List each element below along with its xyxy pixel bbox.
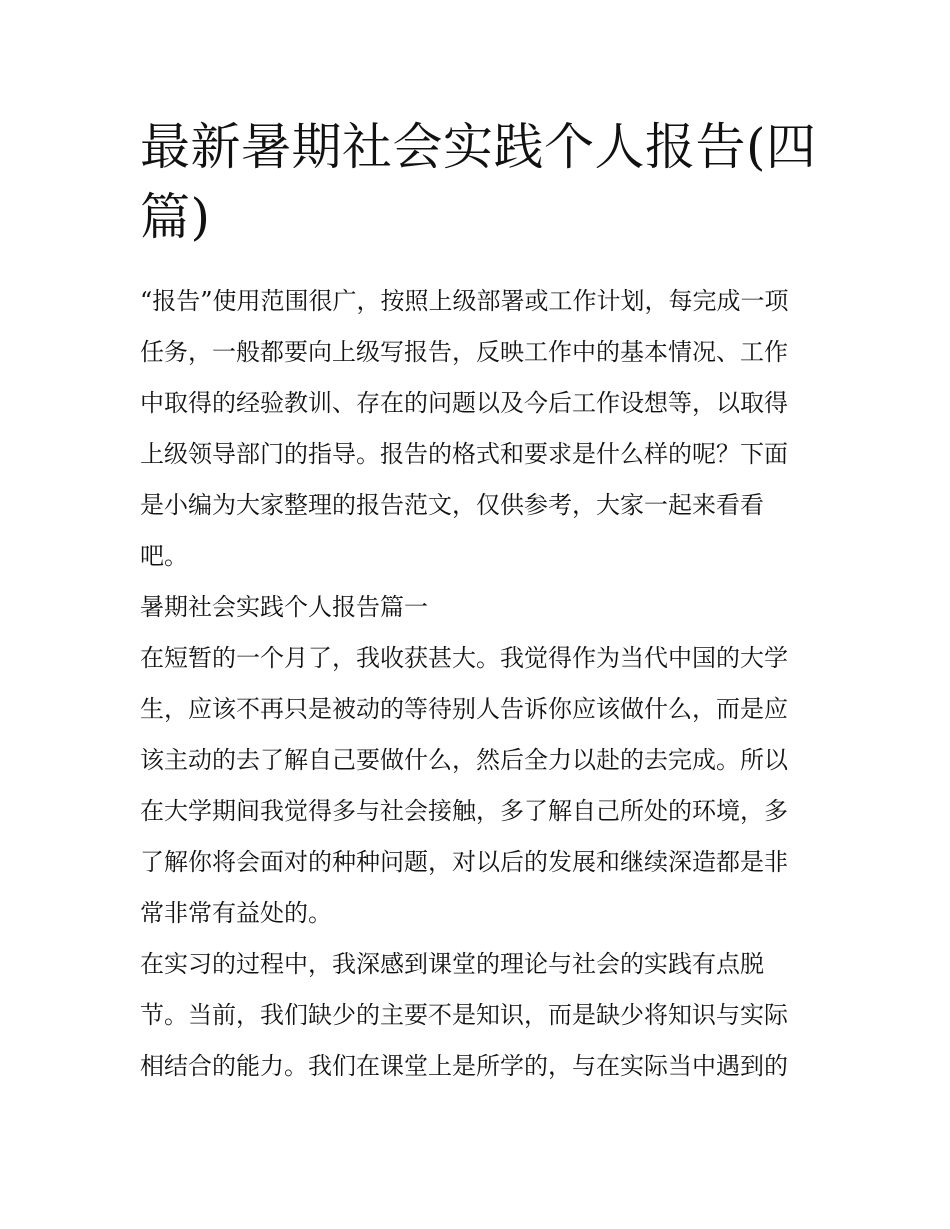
paragraph-line: 节。当前，我们缺少的主要不是知识，而是缺少将知识与实际	[140, 1001, 788, 1029]
body-paragraph-2	[140, 939, 815, 1092]
intro-line: 是小编为大家整理的报告范文，仅供参考，大家一起来看看	[140, 491, 764, 519]
paragraph-line: 该主动的去了解自己要做什么，然后全力以赴的去完成。所以	[140, 746, 788, 774]
paragraph-line: 相结合的能力。我们在课堂上是所学的，与在实际当中遇到的	[140, 1052, 788, 1080]
title-line: 最新暑期社会实践个人报告(四	[140, 118, 817, 176]
intro-paragraph	[140, 276, 815, 582]
section-heading: 暑期社会实践个人报告篇一	[140, 593, 428, 621]
intro-line: “报告”使用范围很广，按照上级部署或工作计划，每完成一项	[140, 287, 789, 315]
paragraph-line: 在大学期间我觉得多与社会接触，多了解自己所处的环境，多	[140, 797, 788, 825]
intro-line: 吧。	[140, 542, 188, 570]
title-line: 篇)	[140, 188, 211, 246]
document-title	[140, 112, 815, 252]
intro-line: 中取得的经验教训、存在的问题以及今后工作设想等，以取得	[140, 389, 788, 417]
intro-line: 任务，一般都要向上级写报告，反映工作中的基本情况、工作	[140, 338, 788, 366]
paragraph-line: 常非常有益处的。	[140, 899, 332, 927]
document-page	[140, 112, 815, 1092]
paragraph-line: 了解你将会面对的种种问题，对以后的发展和继续深造都是非	[140, 848, 788, 876]
paragraph-line: 在实习的过程中，我深感到课堂的理论与社会的实践有点脱	[140, 950, 764, 978]
paragraph-line: 在短暂的一个月了，我收获甚大。我觉得作为当代中国的大学	[140, 644, 788, 672]
paragraph-line: 生，应该不再只是被动的等待别人告诉你应该做什么，而是应	[140, 695, 788, 723]
body-paragraph-1	[140, 633, 815, 939]
intro-line: 上级领导部门的指导。报告的格式和要求是什么样的呢？下面	[140, 440, 788, 468]
